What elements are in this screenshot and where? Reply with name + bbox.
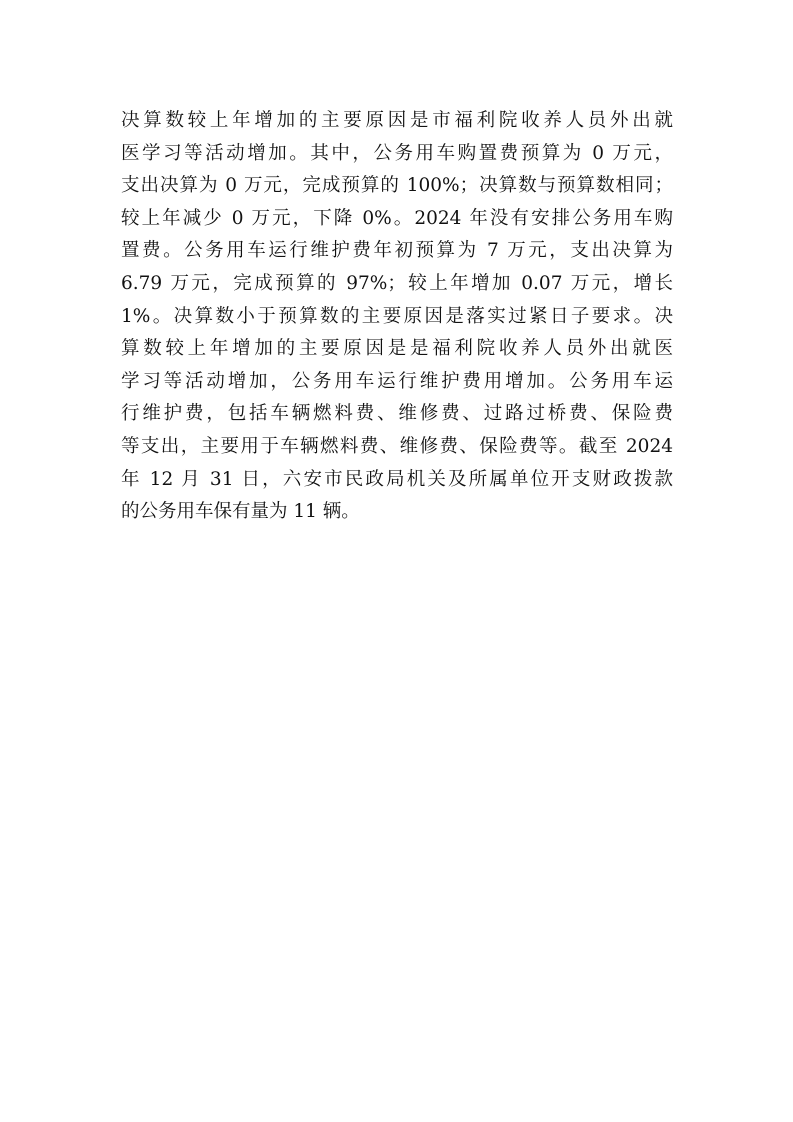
paragraph-line: 行维护费，包括车辆燃料费、维修费、过路过桥费、保险费 (121, 403, 673, 425)
paragraph-line: 1%。决算数小于预算数的主要原因是落实过紧日子要求。决 (121, 305, 673, 327)
body-paragraph (121, 105, 673, 529)
paragraph-line: 置费。公务用车运行维护费年初预算为 7 万元，支出决算为 (121, 240, 673, 262)
paragraph-line: 支出决算为 0 万元，完成预算的 100%；决算数与预算数相同； (121, 175, 673, 197)
paragraph-line: 等支出，主要用于车辆燃料费、维修费、保险费等。截至 2024 (121, 435, 673, 457)
paragraph-line: 的公务用车保有量为 11 辆。 (121, 501, 360, 523)
paragraph-line: 学习等活动增加，公务用车运行维护费用增加。公务用车运 (121, 370, 673, 392)
paragraph-line: 年 12 月 31 日，六安市民政局机关及所属单位开支财政拨款 (121, 468, 673, 490)
paragraph-line: 6.79 万元，完成预算的 97%；较上年增加 0.07 万元，增长 (121, 272, 673, 294)
paragraph-line: 医学习等活动增加。其中，公务用车购置费预算为 0 万元， (121, 142, 673, 164)
paragraph-line: 较上年减少 0 万元，下降 0%。2024 年没有安排公务用车购 (121, 207, 673, 229)
paragraph-line: 决算数较上年增加的主要原因是市福利院收养人员外出就 (121, 110, 673, 131)
paragraph-line: 算数较上年增加的主要原因是是福利院收养人员外出就医 (121, 338, 673, 360)
